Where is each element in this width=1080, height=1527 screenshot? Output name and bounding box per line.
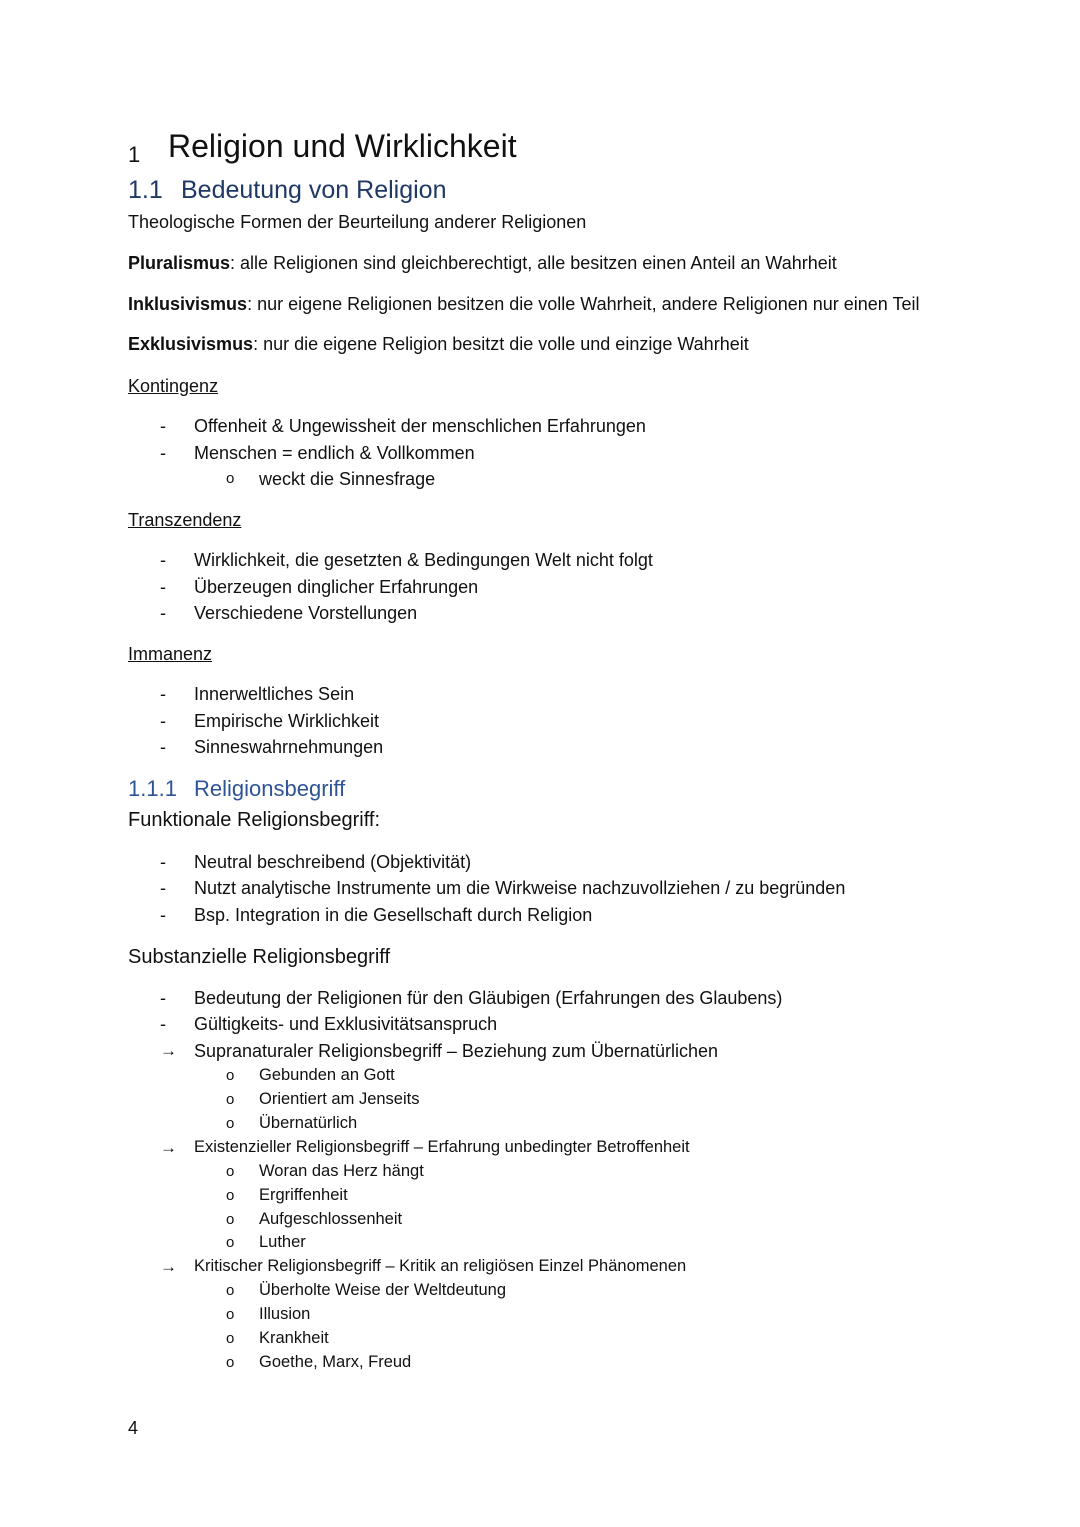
subsection-title: Religionsbegriff <box>194 776 346 801</box>
list-item: Wirklichkeit, die gesetzten & Bedingungen Welt nicht folgt <box>194 550 653 570</box>
circle-bullet: o <box>226 1067 235 1084</box>
list-subitem: Orientiert am Jenseits <box>259 1090 420 1108</box>
definition-text: : alle Religionen sind gleichberechtigt, alle besitzen einen Anteil an Wahrheit <box>230 253 837 273</box>
arrow-right-icon: → <box>160 1138 177 1157</box>
circle-bullet: o <box>226 1354 235 1371</box>
circle-bullet: o <box>226 1234 235 1251</box>
dash-bullet: - <box>160 577 166 597</box>
dash-bullet: - <box>160 416 166 436</box>
definition-inklusivismus <box>128 293 920 315</box>
circle-bullet: o <box>226 1282 235 1299</box>
dash-bullet: - <box>160 905 166 925</box>
section-title: Bedeutung von Religion <box>181 176 447 204</box>
dash-bullet: - <box>160 1014 166 1034</box>
list-item: Bsp. Integration in die Gesellschaft durch Religion <box>194 905 593 925</box>
list-item: Sinneswahrnehmungen <box>194 737 384 757</box>
dash-bullet: - <box>160 550 166 570</box>
dash-bullet: - <box>160 737 166 757</box>
circle-bullet: o <box>226 1211 235 1228</box>
page-number: 4 <box>128 1418 139 1438</box>
list-item: Bedeutung der Religionen für den Gläubigen (Erfahrungen des Glaubens) <box>194 988 783 1008</box>
list-subitem: Aufgeschlossenheit <box>259 1210 403 1228</box>
circle-bullet: o <box>226 1163 235 1180</box>
substanziell-heading: Substanzielle Religionsbegriff <box>128 946 391 968</box>
dash-bullet: - <box>160 684 166 704</box>
list-item: Neutral beschreibend (Objektivität) <box>194 852 472 872</box>
dash-bullet: - <box>160 852 166 872</box>
list-item: Empirische Wirklichkeit <box>194 711 380 731</box>
definition-exklusivismus <box>128 333 749 355</box>
chapter-number: 1 <box>128 142 141 167</box>
circle-bullet: o <box>226 1306 235 1323</box>
arrow-item: Kritischer Religionsbegriff – Kritik an religiösen Einzel Phänomenen <box>194 1257 687 1275</box>
circle-bullet: o <box>226 1091 235 1108</box>
dash-bullet: - <box>160 443 166 463</box>
list-subitem: Überholte Weise der Weltdeutung <box>259 1281 507 1299</box>
circle-bullet: o <box>226 1115 235 1132</box>
list-subitem: Ergriffenheit <box>259 1186 348 1204</box>
intro-text: Theologische Formen der Beurteilung anderer Religionen <box>128 212 587 232</box>
definition-term: Inklusivismus <box>128 294 248 314</box>
arrow-right-icon: → <box>160 1041 177 1060</box>
circle-bullet: o <box>226 1187 235 1204</box>
list-item: Nutzt analytische Instrumente um die Wirkweise nachzuvollziehen / zu begründen <box>194 878 846 898</box>
immanenz-heading: Immanenz <box>128 644 213 664</box>
funktional-heading: Funktionale Religionsbegriff: <box>128 809 381 831</box>
dash-bullet: - <box>160 988 166 1008</box>
list-subitem: Goethe, Marx, Freud <box>259 1353 412 1371</box>
arrow-right-icon: → <box>160 1257 177 1276</box>
list-subitem: Woran das Herz hängt <box>259 1162 424 1180</box>
dash-bullet: - <box>160 603 166 623</box>
list-item: Menschen = endlich & Vollkommen <box>194 443 475 463</box>
definition-text: : nur eigene Religionen besitzen die volle Wahrheit, andere Religionen nur einen Teil <box>247 294 920 314</box>
list-item: Verschiedene Vorstellungen <box>194 603 418 623</box>
list-item: Überzeugen dinglicher Erfahrungen <box>194 577 479 597</box>
arrow-item: Existenzieller Religionsbegriff – Erfahrung unbedingter Betroffenheit <box>194 1138 690 1156</box>
list-subitem: Gebunden an Gott <box>259 1066 395 1084</box>
list-subitem: Krankheit <box>259 1329 329 1347</box>
list-item: Gültigkeits- und Exklusivitätsanspruch <box>194 1014 498 1034</box>
transzendenz-heading: Transzendenz <box>128 510 242 530</box>
definition-text: : nur die eigene Religion besitzt die volle und einzige Wahrheit <box>253 334 749 354</box>
list-subitem: Luther <box>259 1233 306 1251</box>
dash-bullet: - <box>160 878 166 898</box>
list-subitem: Übernatürlich <box>259 1114 358 1132</box>
arrow-item: Supranaturaler Religionsbegriff – Beziehung zum Übernatürlichen <box>194 1041 718 1061</box>
circle-bullet: o <box>226 470 235 487</box>
list-item: Offenheit & Ungewissheit der menschlichen Erfahrungen <box>194 416 646 436</box>
section-number: 1.1 <box>128 176 163 204</box>
chapter-title: Religion und Wirklichkeit <box>168 128 517 164</box>
list-subitem: Illusion <box>259 1305 311 1323</box>
definition-term: Pluralismus <box>128 253 231 273</box>
dash-bullet: - <box>160 711 166 731</box>
circle-bullet: o <box>226 1330 235 1347</box>
subsection-number: 1.1.1 <box>128 776 177 801</box>
definition-pluralismus <box>128 252 837 274</box>
kontingenz-heading: Kontingenz <box>128 376 219 396</box>
definition-term: Exklusivismus <box>128 334 254 354</box>
list-subitem: weckt die Sinnesfrage <box>259 469 436 489</box>
list-item: Innerweltliches Sein <box>194 684 355 704</box>
